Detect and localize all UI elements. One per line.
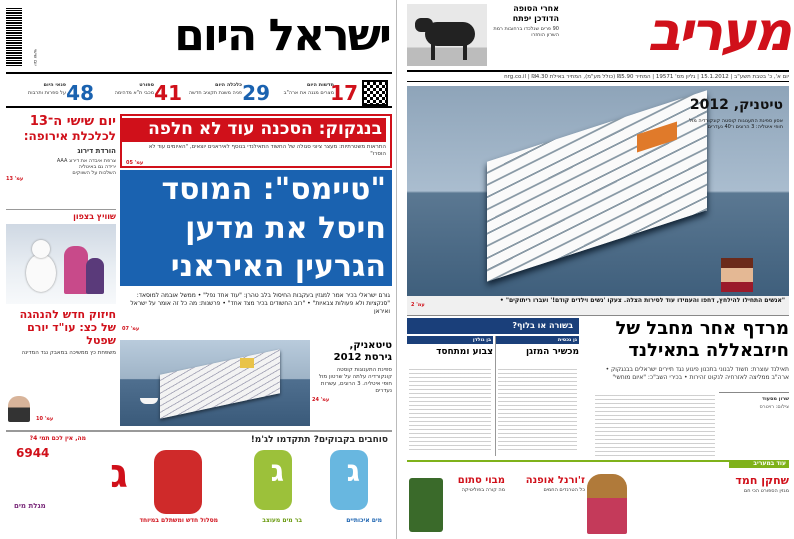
ih-ad-letter-3: ג (110, 451, 128, 497)
ih-ad-letter-1: ג (346, 454, 360, 489)
ih-katz-title: חיזוק חדש להנהגה של כצ: עו"ד יורם שפטל (19, 308, 116, 347)
mv-column-text (409, 366, 491, 452)
ih-ad-slogan: סוחבים בקבוקים? תתקדמו לג'מ! (250, 435, 388, 445)
ih-teaser-title: פנאי היום (43, 82, 66, 88)
ih-masthead-rule (6, 72, 392, 74)
ih-teaser-title: ספורט (139, 82, 154, 88)
ih-caption-title-1: טיטאניק, (349, 340, 392, 351)
ih-issue-info (24, 10, 38, 66)
mv-bottom-item-1[interactable] (669, 474, 789, 534)
ih-qr-code[interactable] (362, 80, 388, 106)
ih-bangkok-story[interactable] (120, 114, 392, 168)
ih-weekday: יום שישי (32, 49, 38, 66)
mv-dateline: יום א', כ' בטבת תשע"ב | 15.1.2012 | גליון מס' 19571 | המחיר ₪5.90 (כולל מע"מ), המחיר באילת ₪4.30 | nrg.co.il (407, 70, 789, 82)
mv-column-title: צבוע ומתחסד (436, 347, 493, 357)
ih-main-headline-2: חיסל את מדען (120, 210, 392, 248)
mv-bull-leg (431, 44, 435, 60)
ih-ad-dispenser-3 (154, 450, 202, 514)
mv-column-2[interactable] (407, 336, 493, 456)
ih-teaser-text: פניה משנת תקציב חדשה (188, 90, 242, 96)
mv-column-title: מכשיר המזגן (525, 347, 579, 357)
ih-bangkok-headline: בנגקוק: הסכנה עוד לא חלפה (122, 118, 386, 142)
ih-snowman-head (32, 240, 50, 258)
ih-teaser-title: חדשות היום (306, 82, 334, 88)
mv-bottom-photo-1 (587, 474, 627, 534)
ih-logo (46, 10, 390, 64)
ih-teaser-3[interactable] (98, 80, 182, 106)
ih-snowman-shape (26, 254, 56, 292)
mv-photo-body: אסון ספינת התענוגות קוסטה קונקורדיה מול חופי איטליה: 3 הרוגים ו־40 נעדרים (689, 118, 783, 130)
ih-teaser-text: על ספרות ותרבות (28, 90, 66, 96)
ih-caption-body: ספינת התענוגות קוסטה קונקורדיה עלתה על שרטון מול חופי איטליה. 3 הרוגים, עשרות נעדרים (318, 367, 392, 394)
mv-teaser-body: 90 פרים שנלכדו ברחובות רמת השרון הוחזרו (493, 26, 559, 38)
mv-bull-leg-2 (463, 44, 467, 60)
mv-question[interactable]: בשורה או בלוף? (407, 318, 579, 334)
ih-sidebar-ref: עמ' 13 (6, 176, 24, 182)
ih-child-figure-2 (86, 258, 104, 294)
mv-bottom-text: מגזין הספורט הכי חם (743, 488, 789, 494)
ih-bangkok-body: התראות משטרתיות: מעצר ציוני סגולה של החשוד התאילנדי בנוסף לאיראנים יוצאים, "האיומים עוד לא הוסרו" (148, 144, 386, 157)
ih-ad-brand: מגלת מים (14, 502, 46, 510)
ih-sidebar-point: ירידה גם באיטליה (78, 164, 116, 170)
ih-main-headline-1: "טיימס": המוסד (120, 170, 392, 210)
mv-photo-headline: טיטניק, 2012 (689, 97, 783, 113)
mv-portrait (721, 258, 753, 292)
mv-masthead (399, 0, 794, 70)
mv-main-body: תאילנד עוצרת: חשוד לבנוני בתכנון פיגוע נגד תיירים ישראלים בבנגקוק • ארה"ב ממליצה לאזרחיה לנקוט זהירות • בכירי השב"כ: "איום מוחשי" (605, 366, 789, 381)
ih-teaser-num: 17 (330, 81, 358, 105)
mv-photo-credit: צילום: רויטרס (759, 404, 789, 410)
ih-teaser-4[interactable] (6, 80, 94, 106)
ih-teaser-1[interactable] (274, 80, 358, 106)
mv-logo: מעריב (647, 0, 789, 63)
mv-teaser[interactable] (489, 4, 559, 66)
ih-barcode (6, 8, 22, 66)
mv-column-text (498, 366, 577, 452)
ih-caption-ref: עמ' 24 (312, 397, 330, 403)
ih-teaser-title: כלכלה היום (215, 82, 242, 88)
mv-bottom-item-3[interactable] (447, 474, 505, 534)
ih-ad[interactable] (6, 430, 392, 536)
ih-ad-letter-2: ג (270, 454, 284, 489)
mv-quote: "אנשים התחילו להילחץ, דחפו והעמידו עוד לסירות הצלה. צעקו 'נשים וילדים קודם!' ועברו ריתוקים" • (499, 297, 785, 304)
ih-teaser-num: 48 (66, 81, 94, 105)
ih-bangkok-ref: עמ' 05 (126, 160, 144, 166)
ih-sidebar-point: השלכות על השווקים (72, 170, 116, 176)
ih-ad-item-3: מסלול חדש ומשתלם במיוחד (139, 517, 218, 524)
mv-quote-ref: עמ' 2 (411, 302, 425, 308)
ih-main-body: גורם ישראלי בכיר אמר למגזין בעקבות החיסול בלב טהרן: "עוד אחד נפל" • ממשל אובמה למוסאד: "סנקציות ולא פעולות צבאיות" • "רוב החשודים בכיר מצד אחד" • פרשנות: מה כל זה אומר על ישראל ואיראן (130, 292, 390, 315)
mv-bottom-title: מבוי סתום (457, 475, 505, 486)
ih-main-headline-3: הגרעין האיראני (120, 248, 392, 286)
mv-body-columns (595, 392, 715, 458)
mv-bottom-title: שחקן חמד (735, 474, 789, 487)
ih-main-story[interactable] (120, 170, 392, 338)
ih-ad-item-2: בר מים מעוצב (262, 517, 302, 524)
mv-bottom-text: כל הטרנדים החמים (543, 487, 585, 493)
mv-bottom-strip (407, 460, 789, 536)
ih-child-figure (64, 246, 88, 294)
mv-trash-bin-icon (409, 478, 443, 532)
mv-bull-head (415, 18, 433, 32)
mv-bottom-text: מה קורה בפוליטיקה (461, 487, 505, 493)
ih-ad-promo: מה, אין לכם תמי 4? (29, 435, 86, 442)
mv-headline-1: מרדף אחר מחבל של (615, 318, 789, 339)
ih-logo-text: ישראל היום (174, 10, 390, 61)
ih-ship-hull (160, 349, 280, 419)
ih-katz-story[interactable] (6, 308, 116, 426)
ih-sidebar-sub: הורדת דירוג (77, 147, 116, 155)
ih-main-ref: עמ' 07 (122, 326, 140, 332)
ih-ad-phone[interactable]: 6944 (16, 446, 50, 460)
mv-bottom-item-2[interactable] (507, 474, 585, 534)
ih-sidebar-title-2: לכלכלת אירופה: (23, 129, 116, 143)
mv-quote-banner[interactable] (407, 296, 789, 316)
ih-teaser-text: מכבי ת"א מדהימה (114, 90, 154, 96)
mv-bull-photo (407, 4, 487, 66)
mv-column-tag: בן גולדן (407, 336, 493, 344)
mv-author-box (719, 392, 789, 458)
mv-bottom-title: ז'ורנל אופנה (525, 475, 585, 486)
mv-ship-hull (487, 90, 707, 281)
ih-ship-photo[interactable] (120, 340, 310, 426)
ih-teaser-2[interactable] (186, 80, 270, 106)
mv-green-tag: עוד במעריב (729, 460, 789, 468)
ih-ship-caption (312, 340, 392, 426)
ih-teasers (6, 78, 392, 108)
ih-caption-title-2: גירסת 2012 (333, 352, 392, 363)
mv-headline-2: חיזבאללה בתאילנד (628, 340, 789, 361)
ih-ship-funnel (240, 358, 254, 368)
mv-teaser-title: אחרי הסופה הדודכן יפתח (512, 4, 559, 23)
ih-weather-label: שוויץ בצפון (73, 212, 116, 221)
mv-column-1[interactable] (495, 336, 579, 456)
ih-sidebar-title-1: יום שישי ה־13 (29, 114, 116, 129)
ih-teaser-num: 29 (242, 81, 270, 105)
ih-sidebar[interactable] (6, 114, 116, 210)
ih-masthead (0, 0, 397, 78)
ih-teaser-num: 41 (154, 81, 182, 105)
ih-sidebar-point: צרפת איבדה את דירוג AAA (56, 158, 116, 164)
mv-author-name: שרון מסעוד (762, 396, 789, 402)
ih-teaser-text: מצרים מגנה את ארה"ב (283, 90, 334, 96)
ih-katz-body: משפחת כץ ממשיכה במאבק נגד המדינה (21, 350, 116, 356)
ih-boat (140, 398, 158, 404)
ih-katz-portrait (8, 396, 30, 422)
mv-column-tag: גן נכסית (496, 336, 579, 344)
maariv-page (399, 0, 794, 539)
ih-ad-item-1: מים איכותיים (346, 517, 382, 524)
ih-katz-ref: עמ' 10 (36, 416, 54, 422)
ih-snow-photo (6, 224, 116, 304)
